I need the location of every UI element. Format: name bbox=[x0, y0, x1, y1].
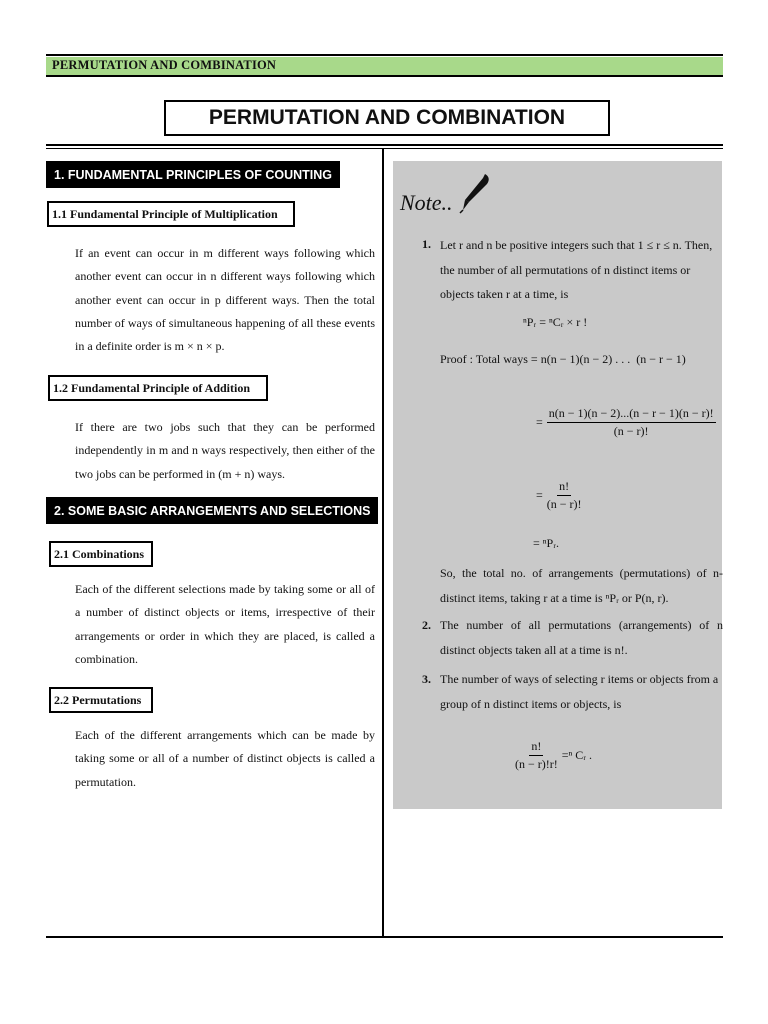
top-rule bbox=[46, 54, 723, 56]
combination-formula bbox=[515, 739, 592, 772]
note-label: Note.. bbox=[400, 190, 453, 215]
subsection-1-1-text: If an event can occur in m different ways following which another event can occur in n different ways following which another event can occur in p different ways. Then the total number of ways of simultaneous happening of all these events in a definite order is m × n × p. bbox=[75, 246, 375, 354]
fraction-1-numerator: n(n − 1)(n − 2)...(n − r − 1)(n − r)! bbox=[547, 406, 716, 423]
title-rule-thick bbox=[46, 144, 723, 146]
subsection-2-2-heading: 2.2 Permutations bbox=[49, 687, 153, 713]
combination-denominator: (n − r)!r! bbox=[515, 757, 558, 771]
section-1-heading: 1. FUNDAMENTAL PRINCIPLES OF COUNTING bbox=[46, 161, 340, 188]
header-band-text: PERMUTATION AND COMBINATION bbox=[52, 58, 277, 72]
fraction-2-denominator: (n − r)! bbox=[546, 497, 582, 511]
subsection-1-2-heading: 1.2 Fundamental Principle of Addition bbox=[48, 375, 268, 401]
equals-sign: = bbox=[536, 488, 543, 503]
fraction-1-denominator: (n − r)! bbox=[613, 424, 649, 438]
note-item-1-number: 1. bbox=[422, 237, 431, 251]
proof-tail: (n − r − 1) bbox=[636, 352, 686, 366]
subsection-2-2-text: Each of the different arrangements which can be made by taking some or all of a number of distinct objects is called a permutation. bbox=[75, 728, 375, 789]
page-title: PERMUTATION AND COMBINATION bbox=[164, 100, 610, 136]
proof-step-1 bbox=[536, 406, 716, 439]
proof-fraction-1 bbox=[547, 406, 716, 439]
note-item-1-conclusion: So, the total no. of arrangements (permutations) of n-distinct items, taking r at a time is ⁿPᵣ or P(n, r). bbox=[440, 566, 723, 605]
note-item-3-text: The number of ways of selecting r items or objects from a group of n distinct items or objects, is bbox=[440, 672, 719, 711]
note-item-2-number: 2. bbox=[422, 618, 431, 632]
subsection-2-1-text: Each of the different selections made by taking some or all of a number of distinct objects or items, irrespective of their arrangements or order in which they are placed, is called a combination. bbox=[75, 582, 375, 666]
note-item-1-text: Let r and n be positive integers such that 1 ≤ r ≤ n. Then, the number of all permutations of n distinct items or objects taken r at a time, is bbox=[440, 238, 713, 301]
note-item-2-text: The number of all permutations (arrangements) of n distinct objects taken all at a time is n!. bbox=[440, 618, 723, 657]
subsection-1-1-heading: 1.1 Fundamental Principle of Multiplication bbox=[47, 201, 295, 227]
combination-fraction bbox=[515, 739, 558, 772]
fraction-2-numerator: n! bbox=[557, 479, 571, 496]
proof-result: = ⁿPᵣ. bbox=[533, 536, 559, 550]
equals-sign: = bbox=[536, 415, 543, 430]
title-rule-thin bbox=[46, 148, 723, 149]
note-item-3-number: 3. bbox=[422, 672, 431, 686]
subsection-2-1-heading: 2.1 Combinations bbox=[49, 541, 153, 567]
proof-step-2 bbox=[536, 479, 582, 512]
bottom-rule bbox=[46, 936, 723, 938]
note-item-1-formula: ⁿPᵣ = ⁿCᵣ × r ! bbox=[523, 315, 588, 329]
note-item-1-proof bbox=[440, 347, 686, 372]
subsection-1-2-text: If there are two jobs such that they can be performed independently in m and n ways respectively, then either of the two jobs can be performed in (m + n) ways. bbox=[75, 420, 375, 481]
column-divider bbox=[382, 148, 384, 937]
quill-pen-icon bbox=[455, 172, 491, 214]
proof-fraction-2 bbox=[547, 479, 582, 512]
combination-numerator: n! bbox=[529, 739, 543, 756]
combination-rhs: =ⁿ Cᵣ . bbox=[561, 748, 593, 763]
section-2-heading: 2. SOME BASIC ARRANGEMENTS AND SELECTIONS bbox=[46, 497, 378, 524]
proof-label: Proof : Total ways = n(n − 1)(n − 2) . . . bbox=[440, 352, 631, 366]
